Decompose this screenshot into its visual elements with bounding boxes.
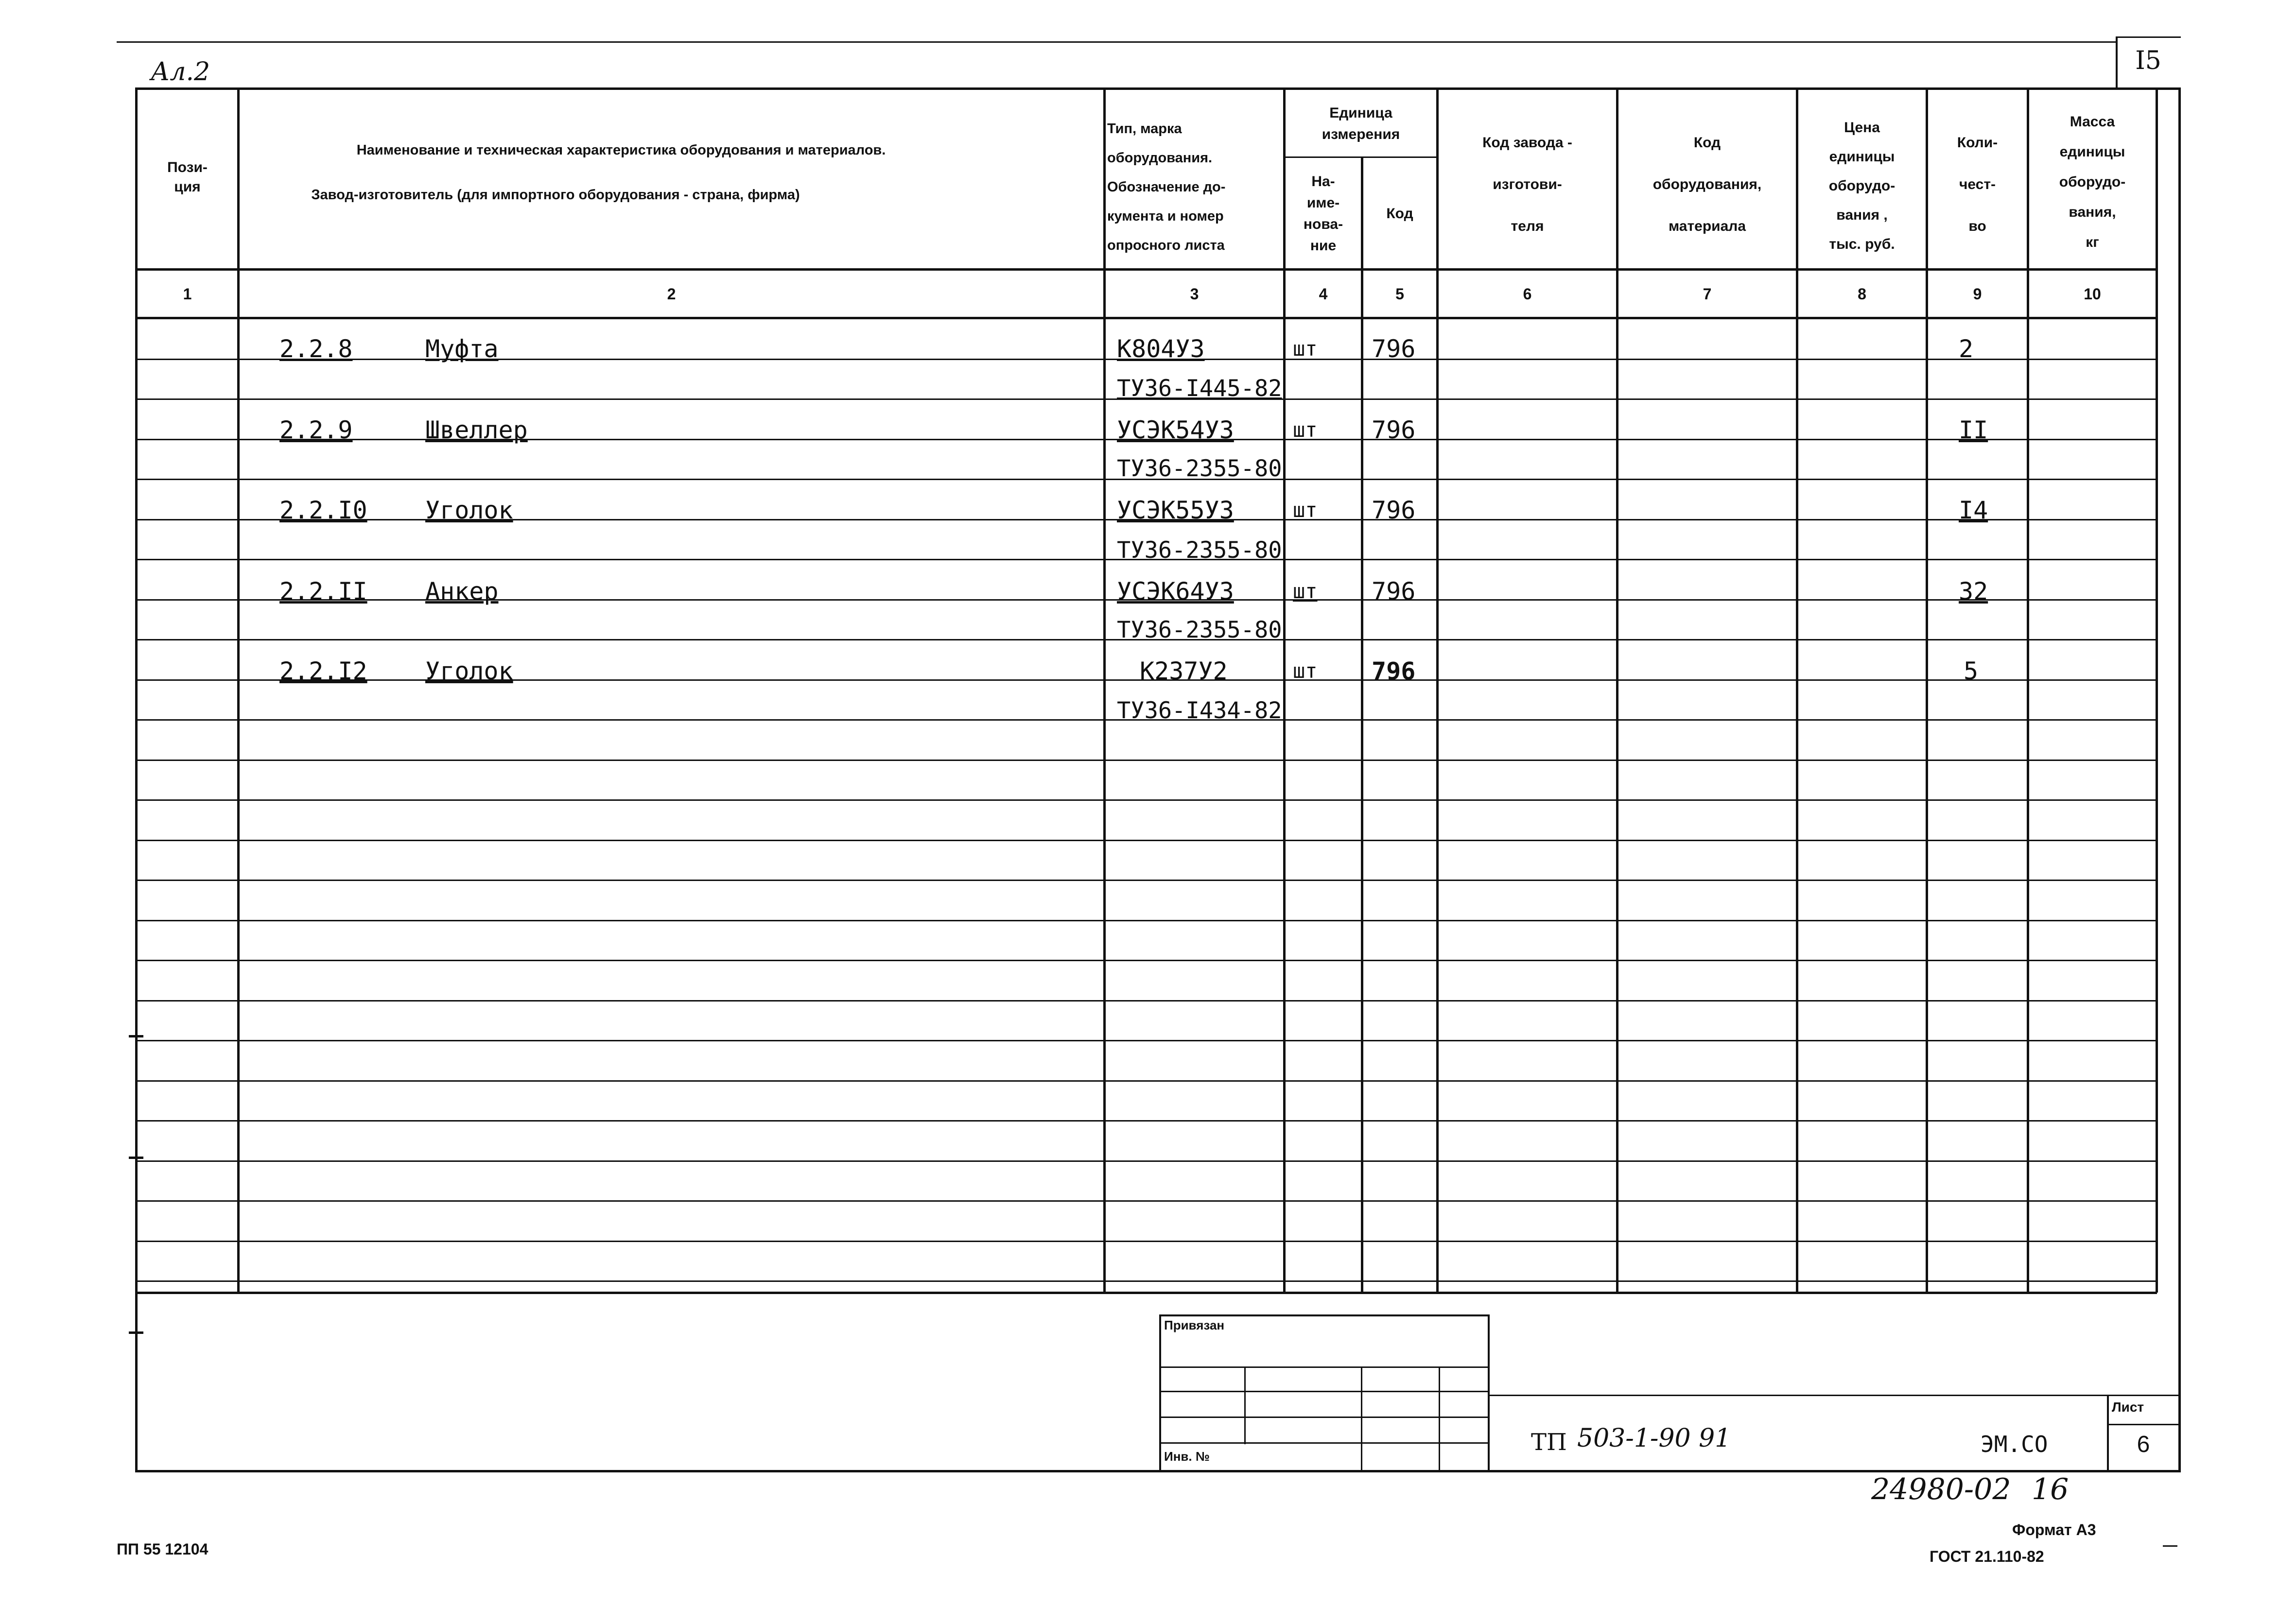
item-type: К237У2 [1140,657,1228,685]
row-rule [138,799,2157,801]
item-quantity: 32 [1959,577,1988,605]
item-name: Уголок [425,496,513,524]
item-doc: ТУ36-I434-82 [1117,697,1282,724]
item-quantity: 2 [1959,335,1974,363]
column-number-3: 3 [1190,285,1199,303]
item-type: УСЭК64У3 [1117,577,1234,605]
header-mass: Масса единицы оборудо- вания, кг [2059,114,2126,250]
column-number-9: 9 [1973,285,1982,303]
row-rule [138,1160,2157,1162]
row-rule [138,1200,2157,1202]
gost-label: ГОСТ 21.110-82 [1930,1548,2044,1565]
item-name: Анкер [425,577,499,605]
column-number-4: 4 [1319,285,1328,303]
header-factory-code: Код завода - изготови- теля [1482,135,1572,234]
column-number-8: 8 [1858,285,1866,303]
item-doc: ТУ36-I445-82 [1117,375,1282,402]
row-rule [138,960,2157,961]
row-rule [138,880,2157,881]
top-left-mark: Ал.2 [151,57,210,86]
row-rule [138,840,2157,841]
item-code: 796 [1372,577,1416,605]
item-type: УСЭК54У3 [1117,416,1234,444]
row-rule [138,1241,2157,1242]
item-unit: шт [1293,659,1318,683]
format-label: Формат А3 [2012,1521,2096,1538]
row-rule [138,1080,2157,1082]
row-rule [138,920,2157,921]
printer-mark: ПП 55 12104 [117,1540,209,1558]
column-number-2: 2 [667,285,676,303]
item-code: 796 [1372,335,1416,363]
item-code: 796 [1372,416,1416,444]
archive-number: 24980-02 [1871,1472,2011,1506]
row-rule [138,1040,2157,1041]
column-number-7: 7 [1703,285,1712,303]
item-quantity: I4 [1959,496,1988,524]
header-type: Тип, марка оборудования. Обозначение до- кумента и номер опросного листа [1107,121,1226,253]
item-unit: шт [1293,337,1318,361]
archive-sheet: 16 [2032,1472,2069,1506]
item-unit: шт [1293,498,1318,522]
item-doc: ТУ36-2355-80 [1117,455,1282,482]
item-quantity: 5 [1964,657,1979,685]
attached-label: Привязан [1164,1318,1225,1332]
item-quantity: II [1959,416,1988,444]
item-unit: шт [1293,418,1318,442]
item-position: 2.2.I2 [279,657,367,685]
header-unit: Единица измерения [1322,105,1400,142]
item-name: Швеллер [425,416,528,444]
row-rule [138,1280,2157,1282]
header-price: Цена единицы оборудо- вания , тыс. руб. [1828,119,1896,252]
column-number-10: 10 [2084,285,2101,303]
item-code: 796 [1372,657,1416,685]
column-number-1: 1 [183,285,192,303]
inv-label: Инв. № [1164,1449,1210,1464]
sheet-label: Лист [2112,1400,2144,1415]
column-number-5: 5 [1395,285,1404,303]
header-name: Наименование и техническая характеристика оборудования и материалов. Завод-изготовитель (для импортного оборудования - страна, фирма) [311,142,886,203]
column-number-6: 6 [1523,285,1532,303]
item-type: УСЭК55У3 [1117,496,1234,524]
header-quantity: Коли- чест- во [1957,135,1998,234]
item-name: Уголок [425,657,513,685]
header-equipment-code: Код оборудования, материала [1652,135,1762,234]
item-code: 796 [1372,496,1416,524]
item-position: 2.2.II [279,577,367,605]
item-name: Муфта [425,335,499,363]
item-type: К804У3 [1117,335,1205,363]
header-unit-name: На- име- нова- ние [1303,173,1343,254]
item-position: 2.2.I0 [279,496,367,524]
sheet-number: 6 [2137,1432,2150,1457]
page-number: I5 [2135,46,2161,75]
row-rule [138,1120,2157,1122]
header-position: Пози- ция [167,159,208,195]
item-doc: ТУ36-2355-80 [1117,617,1282,643]
project-label: ТП [1531,1429,1567,1456]
item-position: 2.2.8 [279,335,353,363]
project-number: 503-1-90 91 [1577,1424,1731,1453]
item-position: 2.2.9 [279,416,353,444]
item-doc: ТУ36-2355-80 [1117,537,1282,564]
row-rule [138,1000,2157,1002]
header-unit-code: Код [1386,206,1413,222]
doc-code: ЭМ.СО [1981,1431,2048,1457]
item-unit: шт [1293,579,1318,603]
row-rule [138,760,2157,761]
